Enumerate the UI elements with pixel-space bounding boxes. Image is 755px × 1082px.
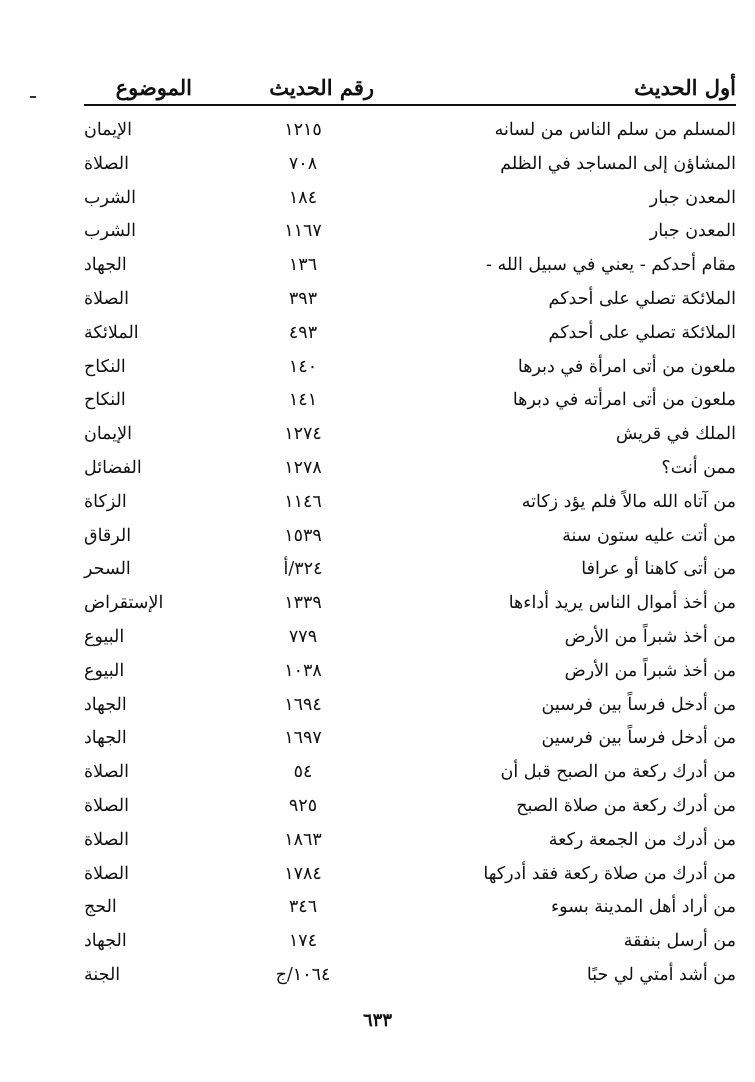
hadith-topic: الإستقراض — [84, 593, 164, 614]
hadith-topic: الجهاد — [84, 694, 127, 715]
hadith-topic: الشرب — [84, 221, 136, 242]
hadith-opening: من أشد أمتي لي حبًا — [586, 964, 736, 985]
hadith-topic: الفضائل — [84, 457, 142, 478]
hadith-topic: البيوع — [84, 626, 125, 647]
hadith-opening: المعدن جبار — [649, 221, 736, 242]
table-row — [84, 826, 736, 860]
table-header — [84, 70, 736, 106]
hadith-opening: من أرسل بنفقة — [623, 931, 736, 952]
hadith-number: ١٨٤ — [288, 187, 318, 208]
hadith-number: ١٧٤ — [288, 931, 318, 952]
hadith-topic: الصلاة — [84, 829, 129, 850]
hadith-topic: الصلاة — [84, 863, 129, 884]
hadith-topic: الجهاد — [84, 728, 127, 749]
hadith-opening: من أراد أهل المدينة بسوء — [550, 897, 736, 918]
hadith-opening: من أدخل فرساً بين فرسين — [541, 728, 736, 749]
hadith-opening: من أدرك من صلاة ركعة فقد أدركها — [483, 863, 736, 884]
table-row — [84, 353, 736, 387]
hadith-topic: الإيمان — [84, 424, 133, 445]
index-table — [84, 116, 736, 995]
hadith-number: ١١٤٦ — [284, 491, 322, 512]
hadith-opening: الملائكة تصلي على أحدكم — [548, 288, 736, 309]
table-row — [84, 961, 736, 995]
table-row — [84, 454, 736, 488]
table-row — [84, 623, 736, 657]
table-row — [84, 116, 736, 150]
table-row — [84, 555, 736, 589]
hadith-number: ٩٢٥ — [288, 795, 318, 816]
hadith-opening: الملائكة تصلي على أحدكم — [548, 322, 736, 343]
hadith-opening: من أتت عليه ستون سنة — [562, 525, 736, 546]
hadith-number: ١٣٦ — [288, 255, 318, 276]
hadith-number: ١٨٦٣ — [284, 829, 322, 850]
hadith-opening: من أدخل فرساً بين فرسين — [541, 694, 736, 715]
hadith-number: ١٢١٥ — [284, 120, 322, 140]
table-row — [84, 657, 736, 691]
hadith-number: ١٧٨٤ — [284, 863, 322, 884]
hadith-number: ٤٩٣ — [288, 322, 318, 343]
hadith-number: ٣٤٦ — [288, 897, 318, 918]
hadith-opening: من أدرك من الجمعة ركعة — [548, 829, 736, 850]
hadith-number: ٣٩٣ — [288, 288, 318, 309]
header-first-hadith: أول الحديث — [634, 75, 736, 100]
hadith-topic: الحج — [84, 897, 117, 918]
header-topic: الموضوع — [115, 75, 192, 100]
hadith-opening: من أدرك ركعة من صلاة الصبح — [516, 795, 736, 816]
hadith-opening: المسلم من سلم الناس من لسانه — [494, 120, 736, 140]
hadith-topic: السحر — [84, 559, 131, 580]
hadith-topic: الملائكة — [84, 322, 139, 343]
page-number: ٦٣٣ — [362, 1010, 392, 1031]
table-row — [84, 285, 736, 319]
hadith-number: ١٤١ — [288, 390, 318, 411]
hadith-topic: الجهاد — [84, 255, 127, 276]
hadith-opening: من أتى كاهنا أو عرافا — [581, 559, 736, 580]
table-row — [84, 420, 736, 454]
hadith-number: ٥٤ — [293, 762, 313, 783]
hadith-opening: ملعون من أتى امرأته في دبرها — [512, 390, 736, 411]
hadith-opening: من أدرك ركعة من الصبح قبل أن — [500, 762, 736, 783]
table-row — [84, 792, 736, 826]
hadith-topic: الشرب — [84, 187, 136, 208]
hadith-opening: من أخذ أموال الناس يريد أداءها — [508, 593, 736, 614]
hadith-topic: البيوع — [84, 660, 125, 681]
hadith-number: ١٢٧٨ — [284, 457, 322, 478]
hadith-number: ١١٦٧ — [284, 221, 322, 242]
hadith-topic: الجهاد — [84, 931, 127, 952]
header-hadith-number: رقم الحديث — [269, 75, 374, 100]
hadith-opening: من آتاه الله مالاً فلم يؤد زكاته — [521, 491, 736, 512]
table-row — [84, 589, 736, 623]
hadith-opening: المعدن جبار — [649, 187, 736, 208]
table-row — [84, 150, 736, 184]
hadith-number: ١٢٧٤ — [284, 424, 322, 445]
hadith-opening: من أخذ شبراً من الأرض — [564, 626, 736, 647]
hadith-opening: مقام أحدكم - يعني في سبيل الله - — [486, 255, 736, 276]
hadith-number: ١٠٣٨ — [284, 660, 322, 681]
hadith-number: ٧٠٨ — [288, 153, 318, 174]
hadith-topic: الرقاق — [84, 525, 132, 546]
table-row — [84, 758, 736, 792]
hadith-opening: ملعون من أتى امرأة في دبرها — [517, 356, 736, 377]
hadith-opening: ممن أنت؟ — [661, 457, 736, 478]
table-row — [84, 893, 736, 927]
table-row — [84, 217, 736, 251]
hadith-topic: الإيمان — [84, 120, 133, 140]
table-row — [84, 319, 736, 353]
hadith-number: ١٤٠ — [288, 356, 318, 377]
hadith-topic: الصلاة — [84, 288, 129, 309]
hadith-topic: الصلاة — [84, 153, 129, 174]
table-row — [84, 860, 736, 894]
hadith-topic: النكاح — [84, 356, 126, 377]
table-row — [84, 251, 736, 285]
hadith-number: ٧٧٩ — [288, 626, 318, 647]
table-row — [84, 488, 736, 522]
table-row — [84, 927, 736, 961]
hadith-number: ٣٢٤/أ — [283, 559, 323, 580]
hadith-number: ١٣٣٩ — [284, 593, 322, 614]
hadith-number: ١٥٣٩ — [284, 525, 322, 546]
hadith-number: ١٦٩٤ — [284, 694, 322, 715]
table-row — [84, 724, 736, 758]
hadith-topic: الجنة — [84, 964, 121, 985]
hadith-opening: الملك في قريش — [615, 424, 736, 445]
table-row — [84, 522, 736, 556]
table-row — [84, 386, 736, 420]
hadith-number: ١٦٩٧ — [284, 728, 322, 749]
table-row — [84, 184, 736, 218]
scan-mark — [30, 96, 36, 98]
hadith-opening: المشاؤن إلى المساجد في الظلم — [500, 153, 736, 174]
hadith-opening: من أخذ شبراً من الأرض — [564, 660, 736, 681]
hadith-number: ١٠٦٤/ج — [275, 964, 331, 985]
hadith-topic: الزكاة — [84, 491, 127, 512]
hadith-topic: الصلاة — [84, 762, 129, 783]
hadith-topic: الصلاة — [84, 795, 129, 816]
table-row — [84, 691, 736, 725]
hadith-topic: النكاح — [84, 390, 126, 411]
